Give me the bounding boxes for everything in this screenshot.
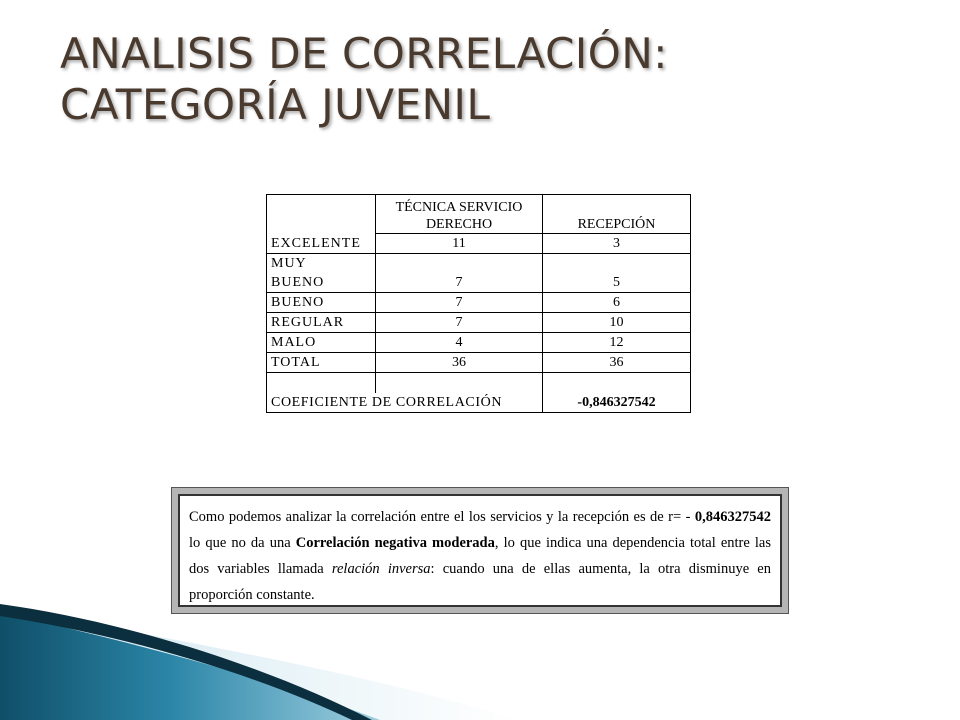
row-label: BUENO <box>267 293 376 313</box>
row-label: TOTAL <box>267 353 376 373</box>
slide-title-line-2: CATEGORÍA JUVENIL <box>60 80 491 129</box>
spacer-cell <box>543 373 691 394</box>
header-col1-line-1: TÉCNICA SERVICIO <box>395 200 523 215</box>
wave-teal-band <box>0 612 380 720</box>
table-row <box>267 353 691 373</box>
conclusion-text-part-4: : cuando una de ellas aumenta, la otra disminuye en proporción constante. <box>189 561 771 603</box>
table-corner-cell <box>267 195 376 234</box>
wave-dark-stripe <box>0 604 372 720</box>
row-value-col1: 4 <box>376 333 543 353</box>
coefficient-row <box>267 393 691 413</box>
table-row <box>267 313 691 333</box>
conclusion-text <box>178 494 782 607</box>
slide-title <box>60 28 920 130</box>
row-value-col1: 11 <box>376 234 543 254</box>
coefficient-highlight: 0,846327542 <box>694 509 771 525</box>
header-col1-line-2: DERECHO <box>425 217 493 232</box>
row-label-line-1: MUY <box>271 256 307 271</box>
row-value-col2: 10 <box>543 313 691 333</box>
row-value-col2: 3 <box>543 234 691 254</box>
row-value-col1: 7 <box>376 313 543 333</box>
spacer-cell <box>267 373 376 394</box>
table-row <box>267 254 691 293</box>
correlation-type-highlight: Correlación negativa moderada <box>295 535 495 551</box>
table-row <box>267 234 691 254</box>
wave-light-band <box>0 608 520 720</box>
coefficient-label: COEFICIENTE DE CORRELACIÓN <box>267 393 543 413</box>
row-value-col1: 7 <box>376 254 543 293</box>
row-label <box>267 254 376 293</box>
conclusion-text-part-2: lo que no da una <box>189 535 296 551</box>
row-label: REGULAR <box>267 313 376 333</box>
table-row <box>267 293 691 313</box>
row-label: EXCELENTE <box>267 234 376 254</box>
table-header-row <box>267 195 691 234</box>
header-tecnica-servicio <box>376 195 543 234</box>
table-spacer-row <box>267 373 691 394</box>
header-recepcion: RECEPCIÓN <box>543 195 691 234</box>
conclusion-text-part-1: Como podemos analizar la correlación entre el los servicios y la recepción es de r= - <box>189 509 695 525</box>
row-value-col2: 5 <box>543 254 691 293</box>
row-value-col1: 36 <box>376 353 543 373</box>
correlation-table <box>266 194 691 413</box>
spacer-cell <box>376 373 543 394</box>
row-value-col2: 36 <box>543 353 691 373</box>
row-value-col1: 7 <box>376 293 543 313</box>
table-row <box>267 333 691 353</box>
slide-title-line-1: ANALISIS DE CORRELACIÓN: <box>60 29 668 78</box>
row-value-col2: 12 <box>543 333 691 353</box>
coefficient-value: -0,846327542 <box>543 393 691 413</box>
conclusion-box <box>171 487 789 614</box>
row-label: MALO <box>267 333 376 353</box>
row-label-line-2: BUENO <box>271 275 325 290</box>
row-value-col2: 6 <box>543 293 691 313</box>
inverse-relation-term: relación inversa <box>331 561 431 577</box>
conclusion-text-part-3: , lo que indica una dependencia total entre las dos variables llamada <box>189 535 772 577</box>
